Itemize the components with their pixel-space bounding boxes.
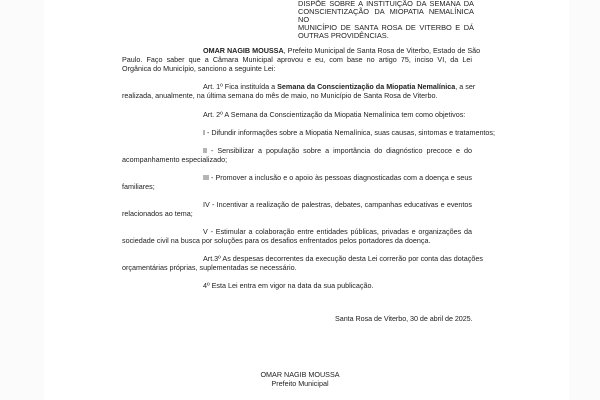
article-2 (122, 110, 472, 119)
objective-line: acompanhamento especializado; (122, 155, 228, 164)
ementa-line: OUTRAS PROVIDÊNCIAS. (298, 31, 389, 40)
article-3-line: orçamentárias próprias, suplementadas se necessário. (122, 263, 297, 272)
article-3 (122, 254, 483, 272)
article-1-line (122, 82, 476, 91)
article-1-prefix: Art. 1º Fica instituída a (203, 82, 278, 91)
signature-name: OMAR NAGIB MOUSSA (260, 370, 340, 379)
objective-line: familiares; (122, 182, 155, 191)
ementa (298, 0, 474, 40)
preamble-line: Paulo. Faço saber que a Câmara Municipal aprovou e eu, com base no artigo 75, inciso VI, da Lei (122, 55, 472, 64)
article-3-line: Art.3º As despesas decorrentes da execução desta Lei correrão por conta das dotações (203, 254, 483, 263)
objective-line: I - Difundir informações sobre a Miopatia Nemalínica, suas causas, sintomas e tratamentos; (203, 128, 496, 137)
objective-line: sociedade civil na busca por soluções para os desafios enfrentados pelos portadores da doença. (122, 236, 431, 245)
objective-line: III - Promover a inclusão e o apoio às pessoas diagnosticadas com a doença e seus (203, 173, 472, 182)
ementa-line: CONSCIENTIZAÇÃO DA MIOPATIA NEMALÍNICA NO (298, 7, 474, 24)
objective-5 (122, 227, 472, 245)
objective-line: II - Sensibilizar a população sobre a importância do diagnóstico precoce e do (203, 146, 472, 155)
article-4-line: 4º Esta Lei entra em vigor na data da sua publicação. (203, 281, 374, 290)
place-date: Santa Rosa de Viterbo, 30 de abril de 2025. (335, 314, 473, 323)
preamble-text: , Prefeito Municipal de Santa Rosa de Viterbo, Estado de São (283, 46, 481, 55)
objective-line: V - Estimular a colaboração entre entidades públicas, privadas e organizações da (203, 227, 472, 236)
objective-1 (122, 128, 496, 137)
ementa-line: MUNICÍPIO DE SANTA ROSA DE VITERBO E DÁ (298, 23, 474, 32)
article-1-suffix: , a ser (455, 82, 476, 91)
objective-3 (122, 173, 472, 191)
preamble (122, 46, 481, 73)
objective-2 (122, 146, 472, 164)
mayor-name: OMAR NAGIB MOUSSA (203, 46, 284, 55)
article-4 (122, 281, 472, 290)
objective-4 (122, 200, 472, 218)
article-1 (122, 82, 476, 100)
event-name: Semana da Conscientização da Miopatia Nemalínica (277, 82, 456, 91)
article-1-line: realizada, anualmente, na última semana do mês de maio, no Município de Santa Rosa de Viterbo. (122, 91, 438, 100)
signature-title: Prefeito Municipal (271, 379, 329, 388)
objective-line: IV - Incentivar a realização de palestras, debates, campanhas educativas e eventos (203, 200, 472, 209)
preamble-line: Orgânica do Município, sanciono a seguinte Lei: (122, 64, 276, 73)
ementa-line: DISPÕE SOBRE A INSTITUIÇÃO DA SEMANA DA (298, 0, 474, 8)
preamble-line (122, 46, 481, 55)
article-2-intro: Art. 2º A Semana da Conscientização da Miopatia Nemalínica tem como objetivos: (203, 110, 466, 119)
objective-line: relacionados ao tema; (122, 209, 193, 218)
